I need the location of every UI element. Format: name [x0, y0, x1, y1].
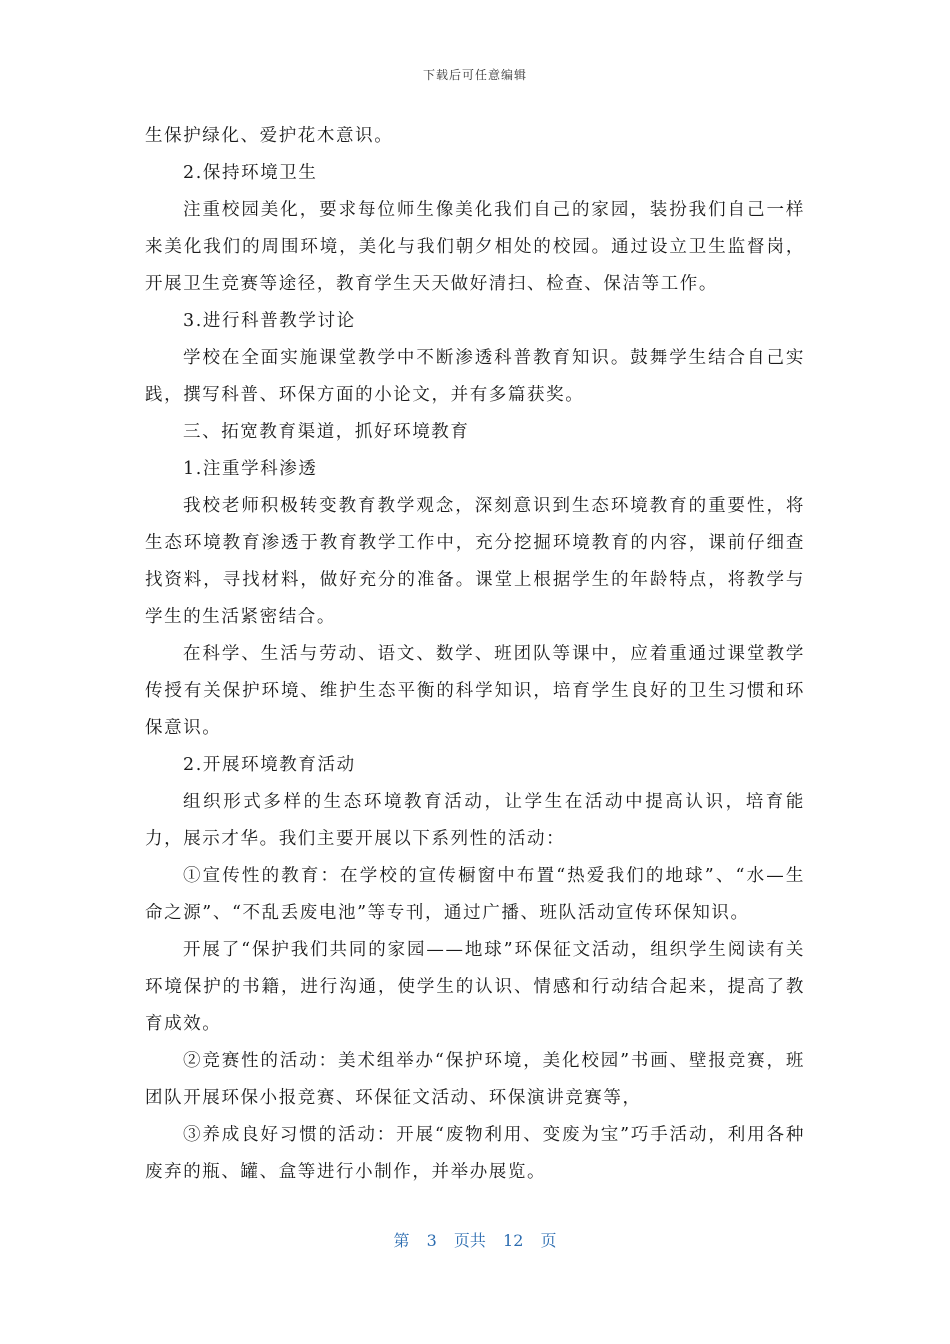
paragraph-good-habits: ③养成良好习惯的活动：开展“废物利用、变废为宝”巧手活动，利用各种废弃的瓶、罐、盒等进行小制作，并举办展览。 — [145, 1125, 805, 1182]
document-body — [145, 118, 805, 1191]
footer-suffix: 页 — [540, 1231, 557, 1250]
current-page-number: 3 — [426, 1231, 437, 1250]
paragraph-activity-overview: 组织形式多样的生态环境教育活动，让学生在活动中提高认识，培育能力，展示才华。我们主要开展以下系列性的活动： — [145, 792, 805, 849]
paragraph-competitions: ②竞赛性的活动：美术组举办“保护环境，美化校园”书画、壁报竞赛，班团队开展环保小报竞赛、环保征文活动、环保演讲竞赛等， — [145, 1051, 805, 1108]
subheading-subject-penetration: 1.注重学科渗透 — [183, 459, 318, 479]
page-number-footer — [0, 1228, 950, 1251]
paragraph-continuation: 生保护绿化、爱护花木意识。 — [145, 126, 394, 146]
paragraph-courses: 在科学、生活与劳动、语文、数学、班团队等课中，应着重通过课堂教学传授有关保护环境、维护生态平衡的科学知识，培育学生良好的卫生习惯和环保意识。 — [145, 644, 805, 738]
section-heading-channels: 三、拓宽教育渠道，抓好环境教育 — [183, 422, 470, 442]
subheading-science-discussion: 3.进行科普教学讨论 — [183, 311, 356, 331]
paragraph-science-teaching: 学校在全面实施课堂教学中不断渗透科普教育知识。鼓舞学生结合自己实践，撰写科普、环保方面的小论文，并有多篇获奖。 — [145, 348, 805, 405]
subheading-activities: 2.开展环境教育活动 — [183, 755, 356, 775]
paragraph-essay-contest: 开展了“保护我们共同的家园——地球”环保征文活动，组织学生阅读有关环境保护的书籍，进行沟通，使学生的认识、情感和行动结合起来，提高了教育成效。 — [145, 940, 805, 1034]
footer-middle: 页共 — [453, 1231, 486, 1250]
paragraph-teacher-concepts: 我校老师积极转变教育教学观念，深刻意识到生态环境教育的重要性，将生态环境教育渗透于教育教学工作中，充分挖掘环境教育的内容，课前仔细查找资料，寻找材料，做好充分的准备。课堂上根据学生的年龄特点，将教学与学生的生活紧密结合。 — [145, 496, 805, 627]
total-page-count: 12 — [503, 1231, 524, 1250]
paragraph-publicity: ①宣传性的教育：在学校的宣传橱窗中布置“热爱我们的地球”、“水—生命之源”、“不乱丢废电池”等专刊，通过广播、班队活动宣传环保知识。 — [145, 866, 805, 923]
page-header-note: 下载后可任意编辑 — [422, 68, 527, 82]
paragraph-campus-beautify: 注重校园美化，要求每位师生像美化我们自己的家园，装扮我们自己一样来美化我们的周围环境，美化与我们朝夕相处的校园。通过设立卫生监督岗，开展卫生竞赛等途径，教育学生天天做好清扫、检查、保洁等工作。 — [145, 200, 805, 294]
subheading-hygiene: 2.保持环境卫生 — [183, 163, 318, 183]
footer-prefix: 第 — [393, 1231, 410, 1250]
